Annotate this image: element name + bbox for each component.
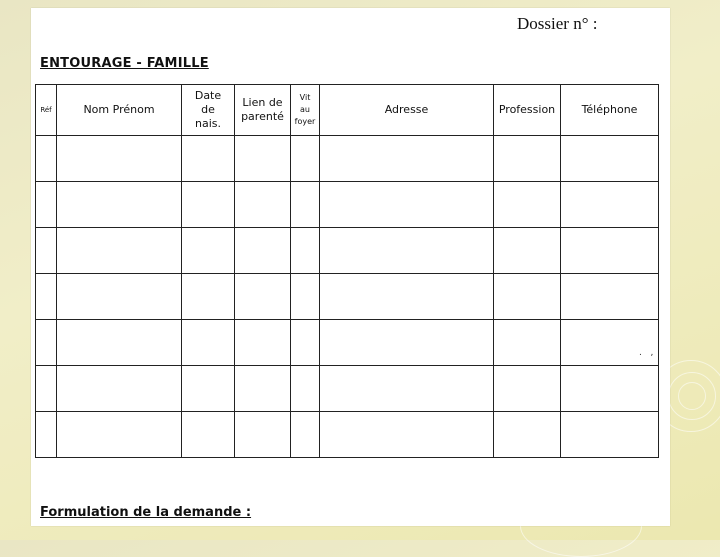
column-header-vit-au-foyer (291, 85, 320, 136)
column-header-line: foyer (294, 117, 316, 126)
column-header-telephone: Téléphone (561, 85, 659, 136)
table-cell-telephone[interactable] (561, 366, 659, 412)
table-cell-telephone[interactable] (561, 412, 659, 458)
table-cell-date-naissance[interactable] (182, 366, 235, 412)
table-cell-ref[interactable] (36, 412, 57, 458)
family-table (35, 84, 659, 458)
column-header-line: Date (194, 89, 222, 102)
table-cell-vit-au-foyer[interactable] (291, 182, 320, 228)
column-header-line: parenté (241, 110, 284, 123)
table-cell-telephone[interactable] (561, 182, 659, 228)
table-cell-adresse[interactable] (320, 228, 494, 274)
table-cell-nom-prenom[interactable] (57, 228, 182, 274)
table-cell-lien-parente[interactable] (235, 182, 291, 228)
column-header-nom-prenom: Nom Prénom (57, 85, 182, 136)
table-cell-vit-au-foyer[interactable] (291, 136, 320, 182)
table-row (36, 320, 659, 366)
table-cell-vit-au-foyer[interactable] (291, 366, 320, 412)
table-row (36, 274, 659, 320)
table-cell-ref[interactable] (36, 366, 57, 412)
table-cell-lien-parente[interactable] (235, 320, 291, 366)
table-cell-vit-au-foyer[interactable] (291, 274, 320, 320)
table-cell-nom-prenom[interactable] (57, 136, 182, 182)
table-cell-date-naissance[interactable] (182, 136, 235, 182)
dossier-number-label: Dossier n° : (517, 14, 598, 33)
table-cell-nom-prenom[interactable] (57, 182, 182, 228)
table-cell-lien-parente[interactable] (235, 274, 291, 320)
table-cell-adresse[interactable] (320, 320, 494, 366)
column-header-date-naissance (182, 85, 235, 136)
background-swirl (678, 382, 706, 410)
column-header-ref: Réf (36, 85, 57, 136)
table-cell-profession[interactable] (494, 274, 561, 320)
table-cell-ref[interactable] (36, 228, 57, 274)
table-cell-date-naissance[interactable] (182, 412, 235, 458)
table-cell-date-naissance[interactable] (182, 228, 235, 274)
table-row (36, 182, 659, 228)
table-cell-lien-parente[interactable] (235, 412, 291, 458)
table-cell-adresse[interactable] (320, 366, 494, 412)
table-cell-telephone[interactable] (561, 320, 659, 366)
table-cell-date-naissance[interactable] (182, 182, 235, 228)
scan-marks: . , (639, 348, 654, 358)
section-title: ENTOURAGE - FAMILLE (40, 56, 209, 71)
table-row (36, 136, 659, 182)
table-cell-nom-prenom[interactable] (57, 366, 182, 412)
column-header-profession: Profession (494, 85, 561, 136)
table-cell-adresse[interactable] (320, 412, 494, 458)
column-header-line: nais. (195, 117, 221, 130)
table-cell-ref[interactable] (36, 136, 57, 182)
table-cell-profession[interactable] (494, 412, 561, 458)
form-page (31, 8, 670, 526)
table-cell-vit-au-foyer[interactable] (291, 412, 320, 458)
table-cell-profession[interactable] (494, 182, 561, 228)
table-cell-nom-prenom[interactable] (57, 274, 182, 320)
table-cell-vit-au-foyer[interactable] (291, 320, 320, 366)
table-cell-profession[interactable] (494, 136, 561, 182)
table-row (36, 412, 659, 458)
table-cell-telephone[interactable] (561, 136, 659, 182)
column-header-line: Lien de (242, 96, 283, 109)
table-cell-date-naissance[interactable] (182, 320, 235, 366)
table-cell-adresse[interactable] (320, 182, 494, 228)
column-header-adresse: Adresse (320, 85, 494, 136)
table-cell-profession[interactable] (494, 366, 561, 412)
table-cell-profession[interactable] (494, 320, 561, 366)
table-cell-nom-prenom[interactable] (57, 412, 182, 458)
table-cell-ref[interactable] (36, 274, 57, 320)
table-cell-ref[interactable] (36, 320, 57, 366)
table-cell-vit-au-foyer[interactable] (291, 228, 320, 274)
table-row (36, 228, 659, 274)
table-cell-telephone[interactable] (561, 274, 659, 320)
table-cell-lien-parente[interactable] (235, 366, 291, 412)
table-cell-ref[interactable] (36, 182, 57, 228)
table-cell-nom-prenom[interactable] (57, 320, 182, 366)
table-cell-date-naissance[interactable] (182, 274, 235, 320)
table-row (36, 366, 659, 412)
column-header-line: Vit (299, 93, 311, 102)
column-header-line: de (201, 103, 215, 116)
table-cell-lien-parente[interactable] (235, 228, 291, 274)
formulation-label: Formulation de la demande : (40, 505, 252, 520)
table-header-row (36, 85, 659, 136)
column-header-lien-parente (235, 85, 291, 136)
table-cell-profession[interactable] (494, 228, 561, 274)
table-cell-lien-parente[interactable] (235, 136, 291, 182)
table-body (36, 136, 659, 458)
column-header-line: au (300, 105, 310, 114)
table-cell-adresse[interactable] (320, 274, 494, 320)
table-cell-adresse[interactable] (320, 136, 494, 182)
table-cell-telephone[interactable] (561, 228, 659, 274)
